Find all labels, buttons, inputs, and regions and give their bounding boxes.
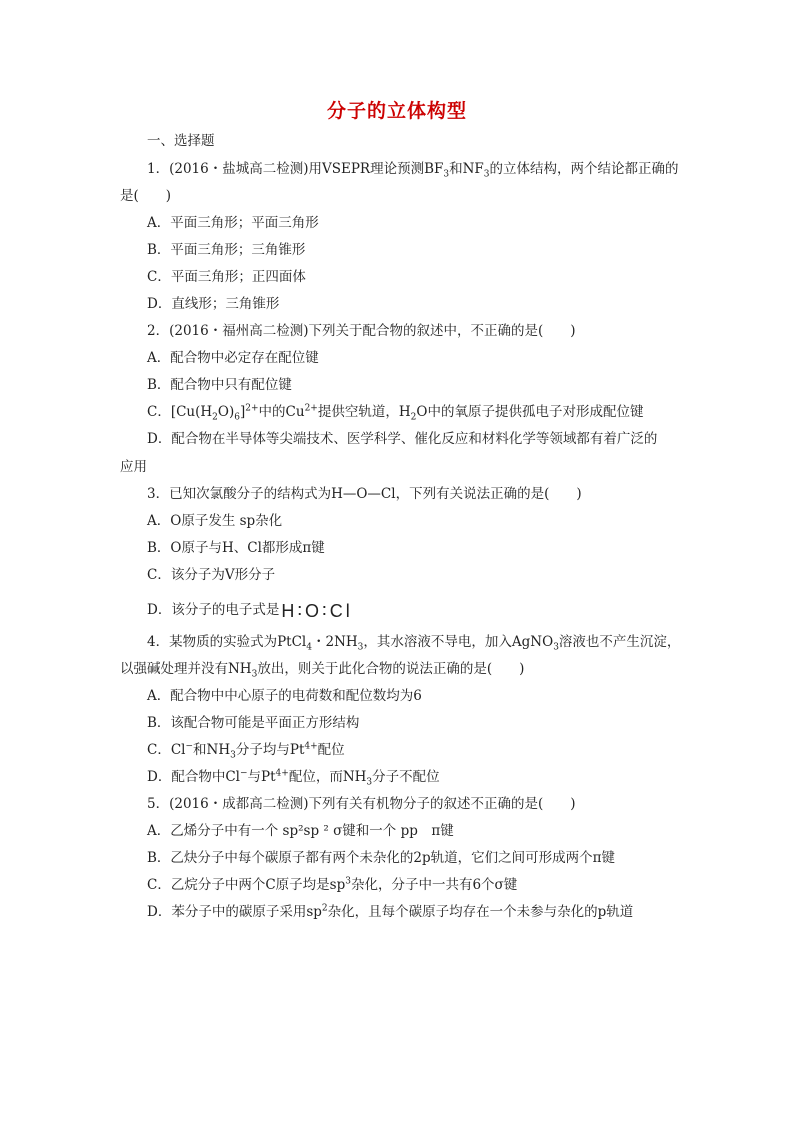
q2-option-a: A．配合物中必定存在配位键: [147, 350, 319, 366]
q1-stem-cont: 是( ): [120, 188, 172, 204]
q5-stem: 5．(2016・成都高二检测)下列有关有机物分子的叙述不正确的是( ): [147, 796, 576, 812]
q4-option-a: A．配合物中中心原子的电荷数和配位数均为6: [147, 688, 422, 704]
q4-stem-cont: 以强碱处理并没有$NH_3$放出，则关于此化合物的说法正确的是( ): [120, 661, 525, 680]
section-heading: 一、选择题: [147, 133, 215, 149]
q2-option-b: B．配合物中只有配位键: [147, 377, 292, 393]
q2-option-d-cont: 应用: [120, 459, 147, 475]
q3-option-b: B．O原子与H、Cl都形成π键: [147, 540, 325, 556]
q1-option-c: C．平面三角形；正四面体: [147, 269, 306, 285]
q1-stem: 1．(2016・盐城高二检测)用VSEPR理论预测$BF_3$和$NF_3$的立体结构，两个结论都正确的: [147, 161, 679, 180]
electron-formula: H∶O∶Cl: [281, 601, 353, 621]
q5-option-c: C．乙烷分子中两个C原子均是$sp^3$杂化，分子中一共有6个σ键: [147, 876, 518, 893]
q4-stem: 4．某物质的实验式为PtCl$_4$・$2NH_3$，其水溶液不导电，加入AgNO$_3$溶液也不产生沉淀，: [147, 634, 681, 653]
q3-option-c: C．该分子为V形分子: [147, 567, 276, 583]
q4-option-b: B．该配合物可能是平面正方形结构: [147, 715, 360, 731]
q5-option-b: B．乙炔分子中每个碳原子都有两个未杂化的2p轨道，它们之间可形成两个π键: [147, 850, 616, 866]
page-title: 分子的立体构型: [326, 100, 467, 122]
q5-option-d: D．苯分子中的碳原子采用$sp^2$杂化，且每个碳原子均存在一个未参与杂化的p轨道: [147, 903, 634, 920]
q4-option-c: C．Cl−和$NH_3$分子均与$Pt^{4+}$配位: [147, 741, 345, 761]
q4-option-d: D．配合物中Cl−与$Pt^{4+}$配位，而$NH_3$分子不配位: [147, 768, 440, 788]
q5-option-a: A．乙烯分子中有一个 sp²sp ² σ键和一个 pp π键: [147, 823, 454, 839]
q3-option-d: D．该分子的电子式是 H∶O∶Cl: [147, 601, 353, 621]
q1-option-d: D．直线形；三角锥形: [147, 296, 280, 312]
q2-option-c: C．$[Cu(H_2O)_6]^{2+}$中的$Cu^{2+}$提供空轨道，$H_2O$中的氧原子提供孤电子对形成配位键: [147, 403, 644, 423]
q3-stem: 3．已知次氯酸分子的结构式为H—O—Cl，下列有关说法正确的是( ): [147, 486, 582, 502]
q2-option-d: D．配合物在半导体等尖端技术、医学科学、催化反应和材料化学等领域都有着广泛的: [147, 431, 658, 447]
q1-option-a: A．平面三角形；平面三角形: [147, 215, 319, 231]
q2-stem: 2．(2016・福州高二检测)下列关于配合物的叙述中，不正确的是( ): [147, 323, 576, 339]
q3-option-a: A．O原子发生 sp杂化: [147, 513, 283, 529]
q1-option-b: B．平面三角形；三角锥形: [147, 242, 306, 258]
